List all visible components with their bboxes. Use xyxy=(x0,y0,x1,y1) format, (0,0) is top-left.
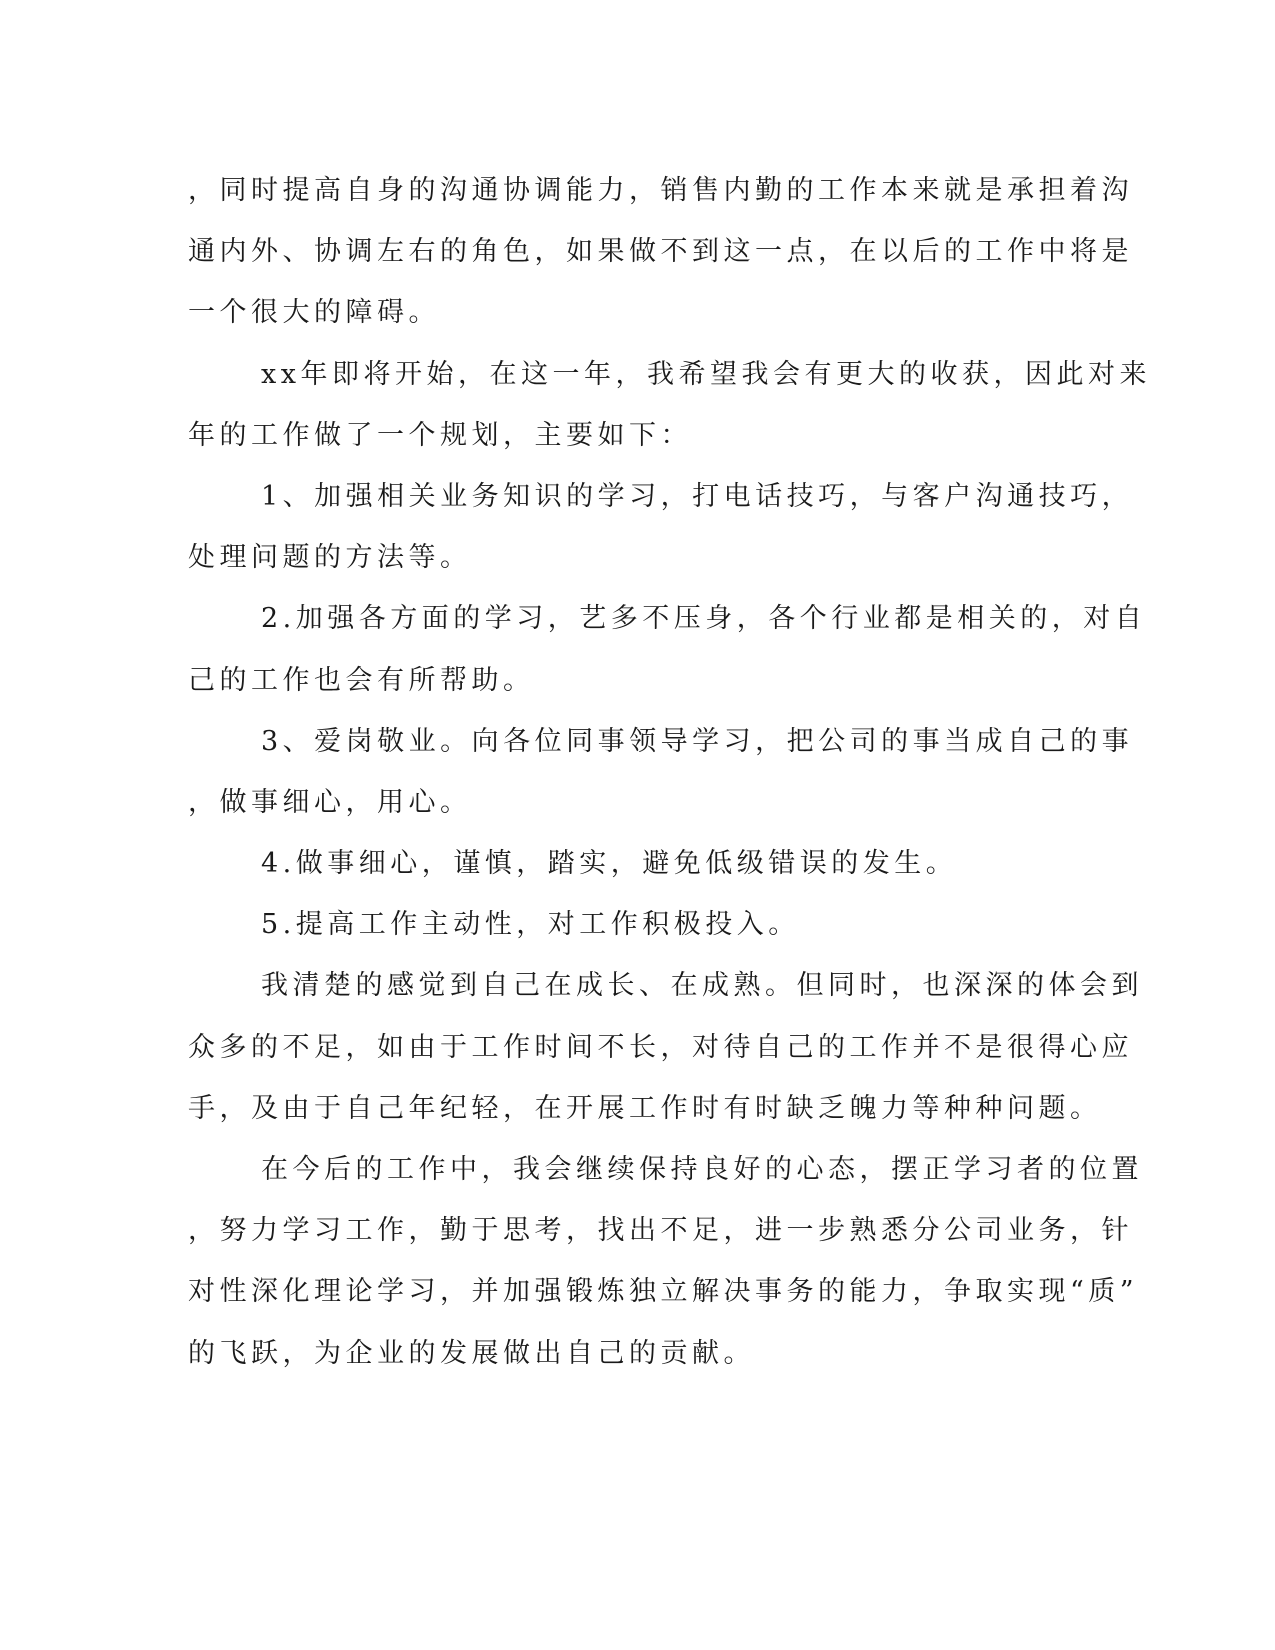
text-line: 处理问题的方法等。 xyxy=(188,542,472,574)
list-item-3: 3、爱岗敬业。向各位同事领导学习，把公司的事当成自己的事 xyxy=(261,725,1134,757)
paragraph-start-line: 在今后的工作中，我会继续保持良好的心态，摆正学习者的位置 xyxy=(261,1154,1143,1185)
text-line: 对性深化理论学习，并加强锻炼独立解决事务的能力，争取实现“质” xyxy=(188,1276,1139,1308)
list-item-5: 5.提高工作主动性，对工作积极投入。 xyxy=(261,909,800,941)
text-line: 的飞跃，为企业的发展做出自己的贡献。 xyxy=(188,1337,755,1369)
text-line: ，做事细心，用心。 xyxy=(188,786,472,818)
list-item-4: 4.做事细心，谨慎，踏实，避免低级错误的发生。 xyxy=(261,848,958,880)
text-line: 年的工作做了一个规划，主要如下： xyxy=(188,419,692,451)
paragraph-start-line: xx年即将开始，在这一年，我希望我会有更大的收获，因此对来 xyxy=(261,358,1151,390)
document-body xyxy=(188,160,1151,1384)
text-line: 通内外、协调左右的角色，如果做不到这一点，在以后的工作中将是 xyxy=(188,236,1133,268)
text-line: 手，及由于自己年纪轻，在开展工作时有时缺乏魄力等种种问题。 xyxy=(188,1092,1102,1124)
list-item-1: 1、加强相关业务知识的学习，打电话技巧，与客户沟通技巧， xyxy=(261,480,1134,512)
text-line: ，同时提高自身的沟通协调能力，销售内勤的工作本来就是承担着沟 xyxy=(188,175,1133,206)
list-item-2: 2.加强各方面的学习，艺多不压身，各个行业都是相关的，对自 xyxy=(261,603,1147,635)
text-line: 己的工作也会有所帮助。 xyxy=(188,664,535,696)
paragraph-start-line: 我清楚的感觉到自己在成长、在成熟。但同时，也深深的体会到 xyxy=(261,970,1143,1002)
text-line: 众多的不足，如由于工作时间不长，对待自己的工作并不是很得心应 xyxy=(188,1031,1133,1063)
text-line: ，努力学习工作，勤于思考，找出不足，进一步熟悉分公司业务，针 xyxy=(188,1215,1133,1247)
text-line: 一个很大的障碍。 xyxy=(188,297,440,329)
